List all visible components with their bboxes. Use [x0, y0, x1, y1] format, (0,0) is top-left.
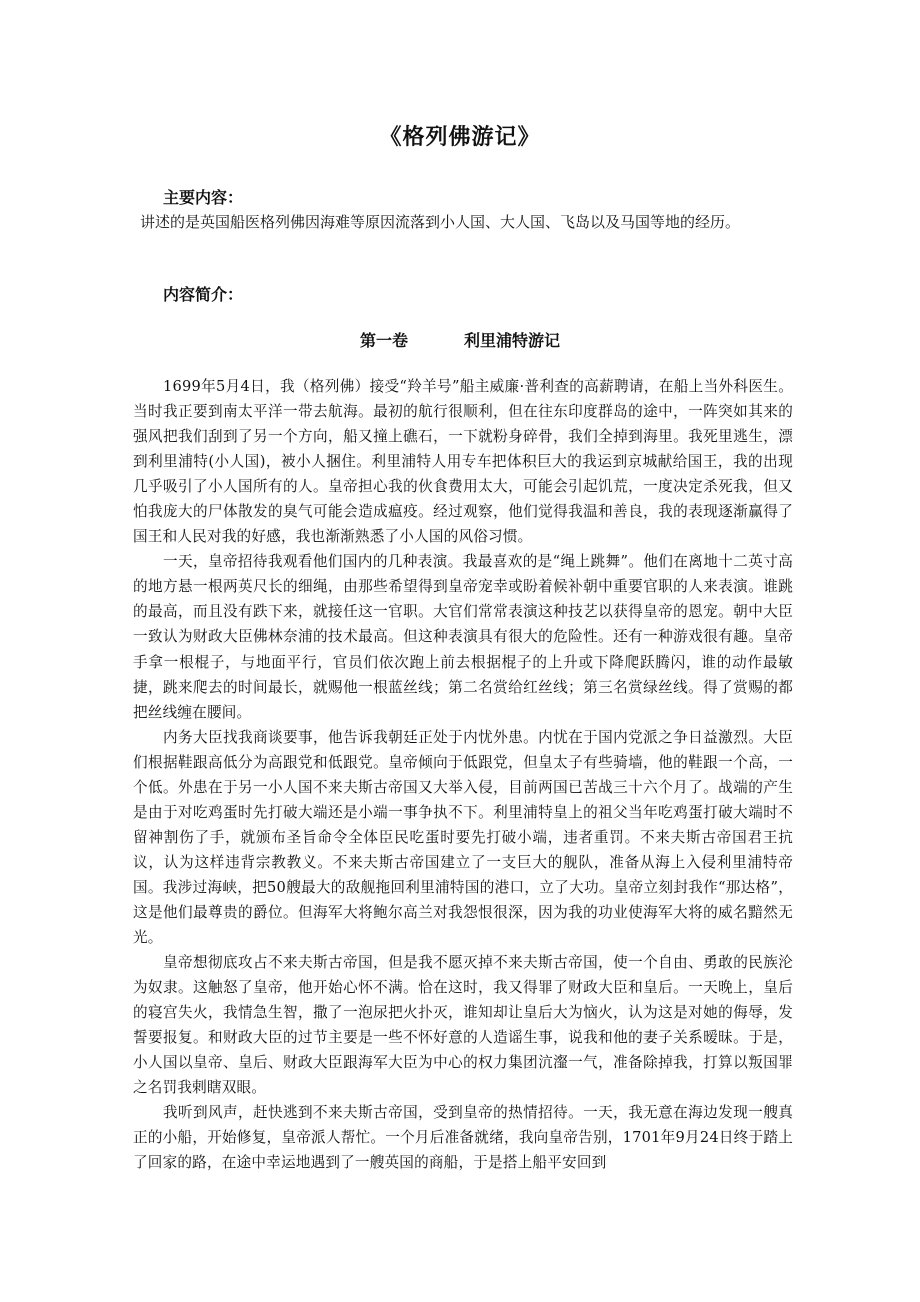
volume-title — [0, 330, 920, 352]
paragraph: 我听到风声，赶快逃到不来夫斯古帝国，受到皇帝的热情招待。一天，我无意在海边发现一艘真正的小船，开始修复，皇帝派人帮忙。一个月后准备就绪，我向皇帝告别，1701年9月24日终于踏上了回家的路，在途中幸运地遇到了一艘英国的商船，于是搭上船平安回到 — [133, 1104, 793, 1172]
body-text — [133, 374, 793, 1176]
paragraph: 1699年5月4日，我（格列佛）接受“羚羊号”船主威廉·普利查的高薪聘请，在船上当外科医生。当时我正要到南太平洋一带去航海。最初的航行很顺利，但在往东印度群岛的途中，一阵突如其来的强风把我们刮到了另一个方向，船又撞上礁石，一下就粉身碎骨，我们全掉到海里。我死里逃生，漂到利里浦特(小人国)，被小人捆住。利里浦特人用专车把体积巨大的我运到京城献给国王，我的出现几乎吸引了小人国所有的人。皇帝担心我的伙食费用太大，可能会引起饥荒，一度决定杀死我，但又怕我庞大的尸体散发的臭气可能会造成瘟疫。经过观察，他们觉得我温和善良，我的表现逐渐赢得了国王和人民对我的好感，我也渐渐熟悉了小人国的风俗习惯。 — [133, 378, 793, 546]
paragraph: 皇帝想彻底攻占不来夫斯古帝国，但是我不愿灭掉不来夫斯古帝国，使一个自由、勇敢的民族沦为奴隶。这触怒了皇帝，他开始心怀不满。恰在这时，我又得罪了财政大臣和皇后。一天晚上，皇后的寝宫失火，我情急生智，撒了一泡尿把火扑灭，谁知却让皇后大为恼火，认为这是对她的侮辱，发誓要报复。和财政大臣的过节主要是一些不怀好意的人造谣生事，说我和他的妻子关系暧昧。于是，小人国以皇帝、皇后、财政大臣跟海军大臣为中心的权力集团沆瀣一气，准备除掉我，打算以叛国罪之名罚我剌瞎双眼。 — [133, 954, 793, 1097]
main-content-heading: 主要内容： — [163, 188, 244, 207]
paragraph: 一天，皇帝招待我观看他们国内的几种表演。我最喜欢的是“绳上跳舞”。他们在离地十二英寸高的地方悬一根两英尺长的细绳，由那些希望得到皇帝宠幸或盼着候补朝中重要官职的人来表演。谁跳的最高，而且没有跌下来，就接任这一官职。大官们常常表演这种技艺以获得皇帝的恩宠。朝中大臣一致认为财政大臣佛林奈浦的技术最高。但这种表演具有很大的危险性。还有一种游戏很有趣。皇帝手拿一根棍子，与地面平行，官员们依次跑上前去根据棍子的上升或下降爬跃腾闪，谁的动作最敏捷，跳来爬去的时间最长，就赐他一根蓝丝线；第二名赏给红丝线；第三名赏绿丝线。得了赏赐的都把丝线缠在腰间。 — [133, 553, 793, 721]
intro-heading: 内容简介： — [163, 285, 244, 304]
volume-label: 第一卷 — [359, 331, 408, 350]
document-title: 《格列佛游记》 — [379, 125, 541, 150]
main-content-summary: 讲述的是英国船医格列佛因海难等原因流落到小人国、大人国、飞岛以及马国等地的经历。 — [140, 213, 741, 231]
volume-name: 利里浦特游记 — [464, 331, 561, 350]
paragraph: 内务大臣找我商谈要事，他告诉我朝廷正处于内忧外患。内忧在于国内党派之争日益激烈。大臣们根据鞋跟高低分为高跟党和低跟党。皇帝倾向于低跟党，但皇太子有些骑墙，他的鞋跟一个高，一个低。外患在于另一小人国不来夫斯古帝国又大举入侵，目前两国已苦战三十六个月了。战端的产生是由于对吃鸡蛋时先打破大端还是小端一事争执不下。利里浦特皇上的祖父当年吃鸡蛋打破大端时不留神割伤了手，就颁布圣旨命令全体臣民吃蛋时要先打破小端，违者重罚。不来夫斯古帝国君王抗议，认为这样违背宗教教义。不来夫斯古帝国建立了一支巨大的舰队，准备从海上入侵利里浦特帝国。我涉过海峡，把50艘最大的敌舰拖回利里浦特国的港口，立了大功。皇帝立刻封我作“那达格”，这是他们最尊贵的爵位。但海军大将鲍尔高兰对我怨恨很深，因为我的功业使海军大将的威名黯然无光。 — [133, 728, 793, 947]
